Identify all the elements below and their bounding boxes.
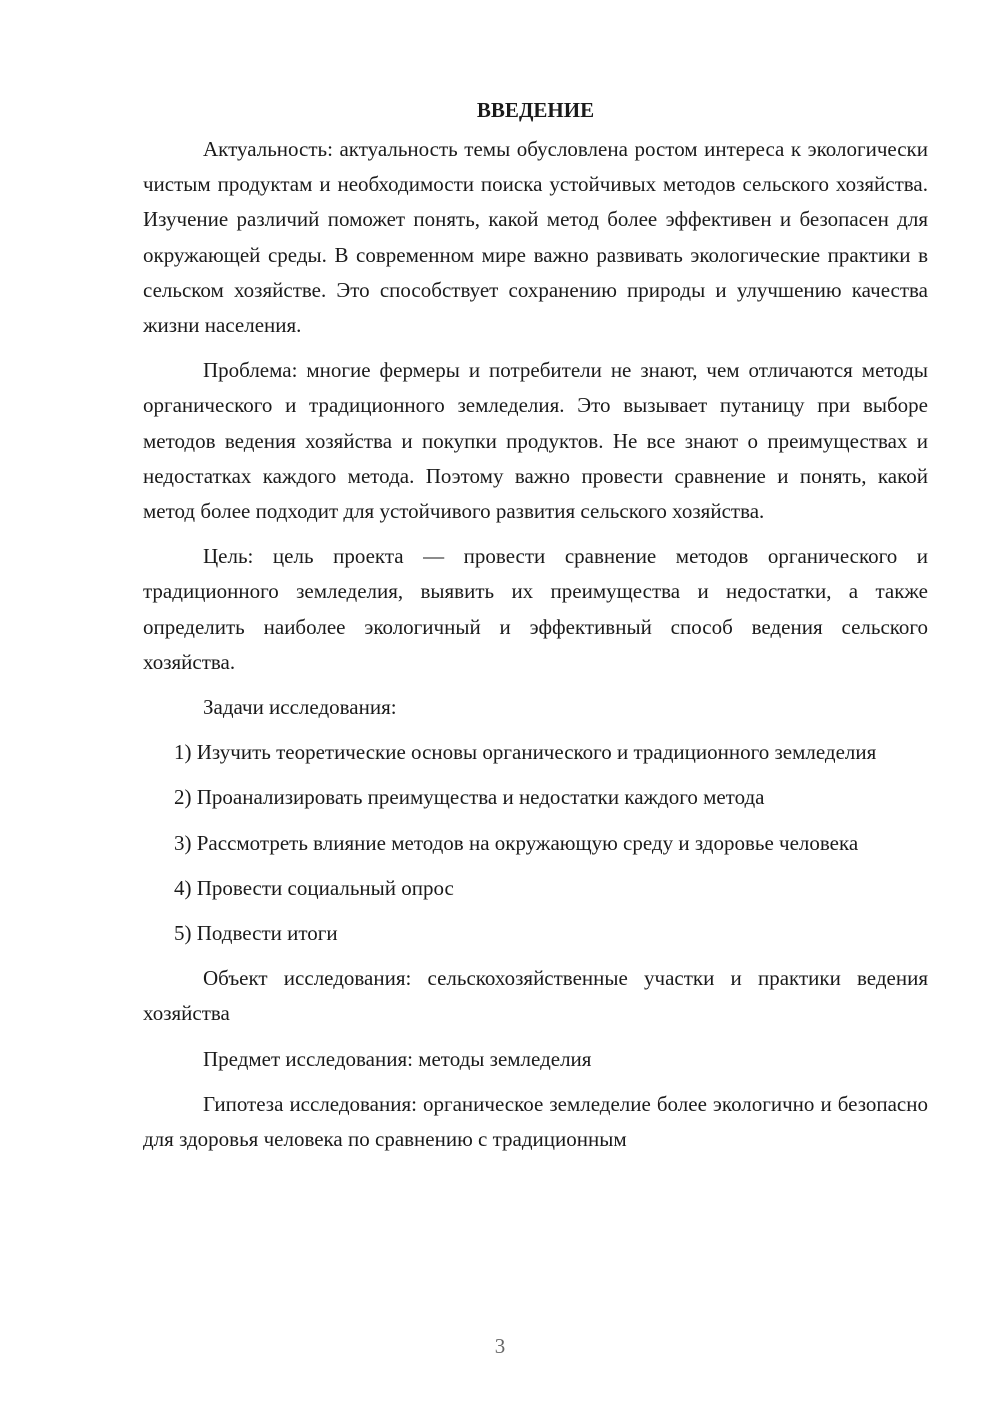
document-page — [143, 92, 928, 1157]
list-item-task-3: 3) Рассмотреть влияние методов на окружающую среду и здоровье человека — [174, 830, 859, 855]
paragraph-subject: Предмет исследования: методы земледелия — [203, 1046, 592, 1071]
page-number: 3 — [494, 1334, 506, 1358]
list-item-task-4: 4) Провести социальный опрос — [174, 875, 454, 900]
list-item-task-1: 1) Изучить теоретические основы органического и традиционного земледелия — [174, 740, 877, 765]
list-item-task-5: 5) Подвести итоги — [174, 921, 338, 946]
paragraph-problem: Проблема: многие фермеры и потребители не знают, чем отличаются методы органического и традиционного земледелия. Это вызывает путаницу при выборе методов ведения хозяйства и покупки продуктов. Не все знают о преимуществах и недостатках каждого метода. Поэтому важно провести сравнение и понять, какой метод более подходит для устойчивого развития сельского хозяйства. — [143, 358, 928, 524]
paragraph-goal: Цель: цель проекта — провести сравнение методов органического и традиционного земледелия, выявить их преимущества и недостатки, а также определить наиболее экологичный и эффективный способ ведения сельского хозяйства. — [143, 544, 928, 674]
paragraph-object: Объект исследования: сельскохозяйственные участки и практики ведения хозяйства — [143, 966, 928, 1026]
section-title: ВВЕДЕНИЕ — [476, 98, 595, 122]
tasks-list — [143, 735, 928, 951]
list-item-task-2: 2) Проанализировать преимущества и недостатки каждого метода — [174, 785, 765, 810]
paragraph-tasks-heading: Задачи исследования: — [203, 695, 397, 720]
paragraph-hypothesis: Гипотеза исследования: органическое земледелие более экологично и безопасно для здоровья человека по сравнению с традиционным — [143, 1091, 928, 1152]
paragraph-relevance: Актуальность: актуальность темы обусловлена ростом интереса к экологически чистым продуктам и необходимости поиска устойчивых методов сельского хозяйства. Изучение различий поможет понять, какой метод более эффективен и безопасен для окружающей среды. В современном мире важно развивать экологические практики в сельском хозяйстве. Это способствует сохранению природы и улучшению качества жизни населения. — [143, 137, 928, 338]
